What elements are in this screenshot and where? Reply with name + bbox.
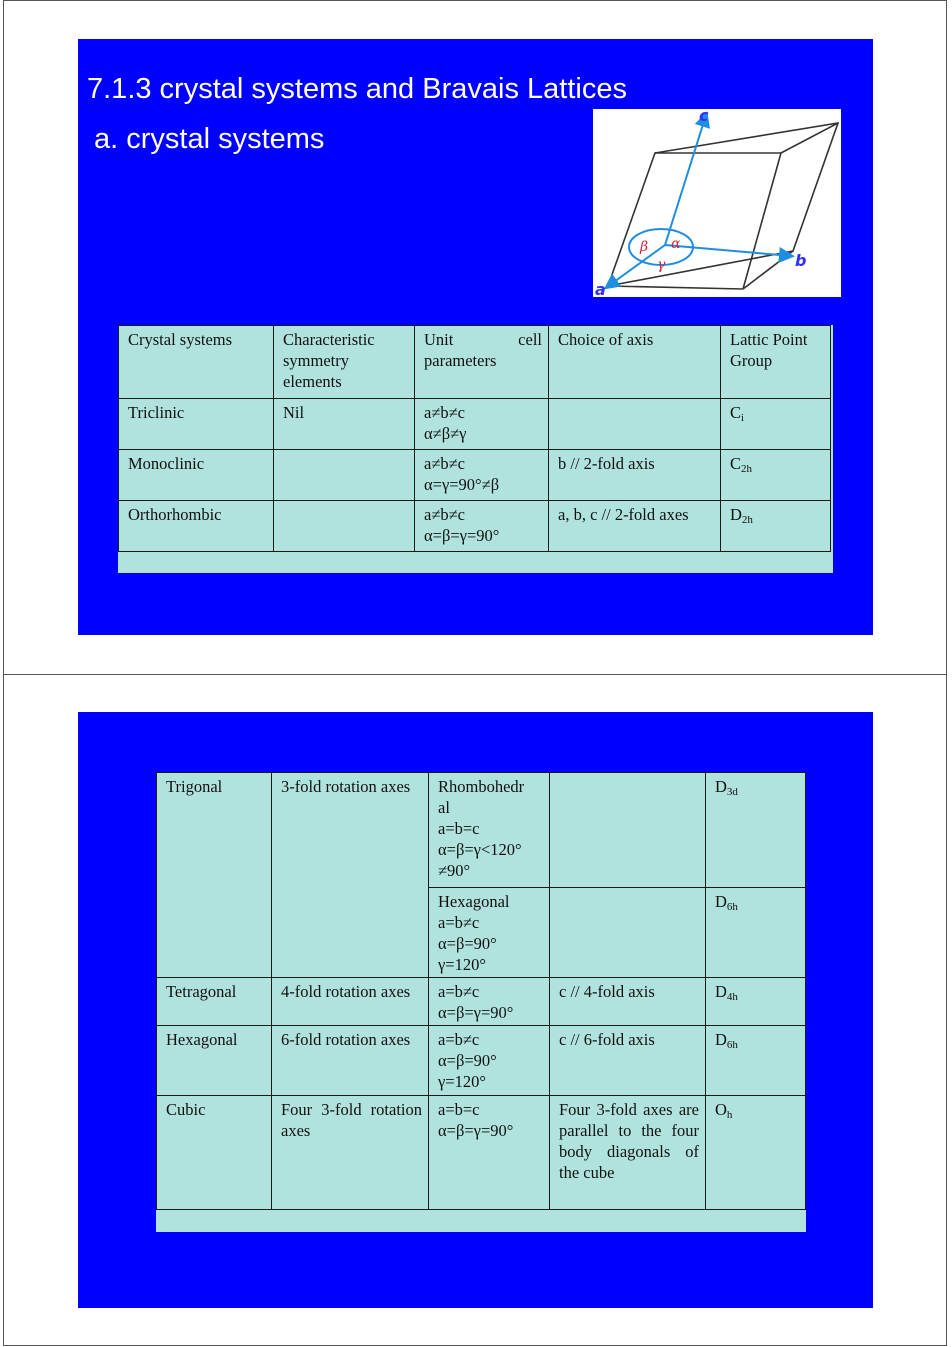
system-cell: Orthorhombic: [119, 501, 274, 552]
group-subscript: 2h: [741, 463, 753, 475]
symmetry-cell: [274, 501, 415, 552]
param-line: Rhombohedr: [438, 777, 525, 796]
parameters-cell: [415, 399, 549, 450]
table-row: [157, 1096, 806, 1210]
system-cell: Tetragonal: [157, 978, 272, 1026]
header-choice-of-axis: Choice of axis: [549, 326, 721, 399]
param-line: γ=120°: [438, 955, 486, 974]
group-symbol: C: [730, 403, 742, 422]
group-subscript: h: [726, 1109, 733, 1121]
param-line: a=b=c: [438, 1100, 480, 1119]
param-line: α=β=90°: [438, 934, 497, 953]
system-cell: Triclinic: [119, 399, 274, 450]
axis-cell: [549, 399, 721, 450]
axis-b-label: b: [795, 251, 807, 270]
group-symbol: D: [715, 892, 727, 911]
group-subscript: i: [741, 412, 745, 424]
param-line: ≠90°: [438, 861, 471, 880]
header-unit-cell-parameters: Unit cell parameters: [415, 326, 549, 399]
group-subscript: 6h: [726, 901, 738, 913]
axis-cell: a, b, c // 2-fold axes: [549, 501, 721, 552]
group-symbol: O: [715, 1100, 727, 1119]
parameters-cell: [429, 1096, 550, 1210]
parameters-cell: [415, 501, 549, 552]
crystal-systems-table-2: [156, 772, 806, 1210]
parameters-cell: [429, 978, 550, 1026]
slide-2: [78, 712, 873, 1308]
group-symbol: D: [715, 777, 727, 796]
group-subscript: 4h: [726, 991, 738, 1003]
param-line: a≠b≠c: [424, 403, 466, 422]
symmetry-cell: Four 3-fold rotation axes: [272, 1096, 429, 1210]
param-line: α=γ=90°≠β: [424, 475, 500, 494]
group-cell: [706, 773, 806, 888]
system-cell: Trigonal: [157, 773, 272, 978]
system-cell: Hexagonal: [157, 1026, 272, 1096]
param-line: a=b≠c: [438, 913, 480, 932]
axis-cell: c // 4-fold axis: [550, 978, 706, 1026]
angle-gamma-label: γ: [657, 257, 666, 273]
crystal-table-2-background: [156, 772, 806, 1232]
group-cell: [706, 1096, 806, 1210]
symmetry-cell: [274, 450, 415, 501]
group-symbol: D: [715, 1030, 727, 1049]
axis-cell: Four 3-fold axes are parallel to the four body diagonals of the cube: [550, 1096, 706, 1210]
param-line: a≠b≠c: [424, 505, 466, 524]
symmetry-cell: 3-fold rotation axes: [272, 773, 429, 978]
angle-beta-label: β: [640, 239, 649, 255]
group-subscript: 2h: [741, 514, 753, 526]
group-subscript: 6h: [726, 1039, 738, 1051]
axis-lines: [607, 115, 791, 287]
table-header-row: [119, 326, 831, 399]
table-row: [119, 450, 831, 501]
slide-1: [78, 39, 873, 635]
unit-cell-svg: [593, 109, 841, 297]
axis-cell: c // 6-fold axis: [550, 1026, 706, 1096]
system-cell: Cubic: [157, 1096, 272, 1210]
axis-a-label: a: [595, 280, 606, 297]
slide-subtitle: a. crystal systems: [94, 123, 325, 155]
crystal-table-1-background: [118, 325, 833, 573]
system-cell: Monoclinic: [119, 450, 274, 501]
slide-title: 7.1.3 crystal systems and Bravais Lattices: [87, 73, 627, 105]
table-row: [119, 399, 831, 450]
param-line: a=b≠c: [438, 1030, 480, 1049]
parameters-cell: [429, 773, 550, 888]
symmetry-cell: 6-fold rotation axes: [272, 1026, 429, 1096]
param-line: γ=120°: [438, 1072, 486, 1091]
header-lattice-point-group: Lattic Point Group: [721, 326, 831, 399]
axis-cell: [550, 888, 706, 978]
table-row: [119, 501, 831, 552]
param-line: a≠b≠c: [424, 454, 466, 473]
param-line: Hexagonal: [438, 892, 510, 911]
group-cell: [721, 399, 831, 450]
angle-alpha-label: α: [671, 236, 681, 252]
symmetry-cell: 4-fold rotation axes: [272, 978, 429, 1026]
symmetry-cell: Nil: [274, 399, 415, 450]
axis-cell: b // 2-fold axis: [549, 450, 721, 501]
param-line: α=β=γ=90°: [438, 1121, 514, 1140]
axis-cell: [550, 773, 706, 888]
param-line: α≠β≠γ: [424, 424, 467, 443]
group-symbol: C: [730, 454, 742, 473]
parameters-cell: [429, 1026, 550, 1096]
param-line: α=β=90°: [438, 1051, 497, 1070]
group-cell: [706, 978, 806, 1026]
group-cell: [721, 450, 831, 501]
header-crystal-systems: Crystal systems: [119, 326, 274, 399]
group-symbol: D: [715, 982, 727, 1001]
param-line: α=β=γ=90°: [438, 1003, 514, 1022]
axis-c-label: c: [699, 109, 709, 125]
group-subscript: 3d: [726, 786, 738, 798]
param-line: a=b≠c: [438, 982, 480, 1001]
parameters-cell: [415, 450, 549, 501]
group-cell: [706, 1026, 806, 1096]
parameters-cell: [429, 888, 550, 978]
group-cell: [706, 888, 806, 978]
param-line: al: [438, 798, 450, 817]
table-row: [157, 773, 806, 888]
header-symmetry-elements: Characteristic symmetry elements: [274, 326, 415, 399]
unit-cell-diagram: [593, 109, 841, 297]
group-cell: [721, 501, 831, 552]
table-row: [157, 1026, 806, 1096]
param-line: α=β=γ=90°: [424, 526, 500, 545]
param-line: a=b=c: [438, 819, 480, 838]
param-line: α=β=γ<120°: [438, 840, 522, 859]
group-symbol: D: [730, 505, 742, 524]
crystal-systems-table-1: [118, 325, 831, 552]
table-row: [157, 978, 806, 1026]
